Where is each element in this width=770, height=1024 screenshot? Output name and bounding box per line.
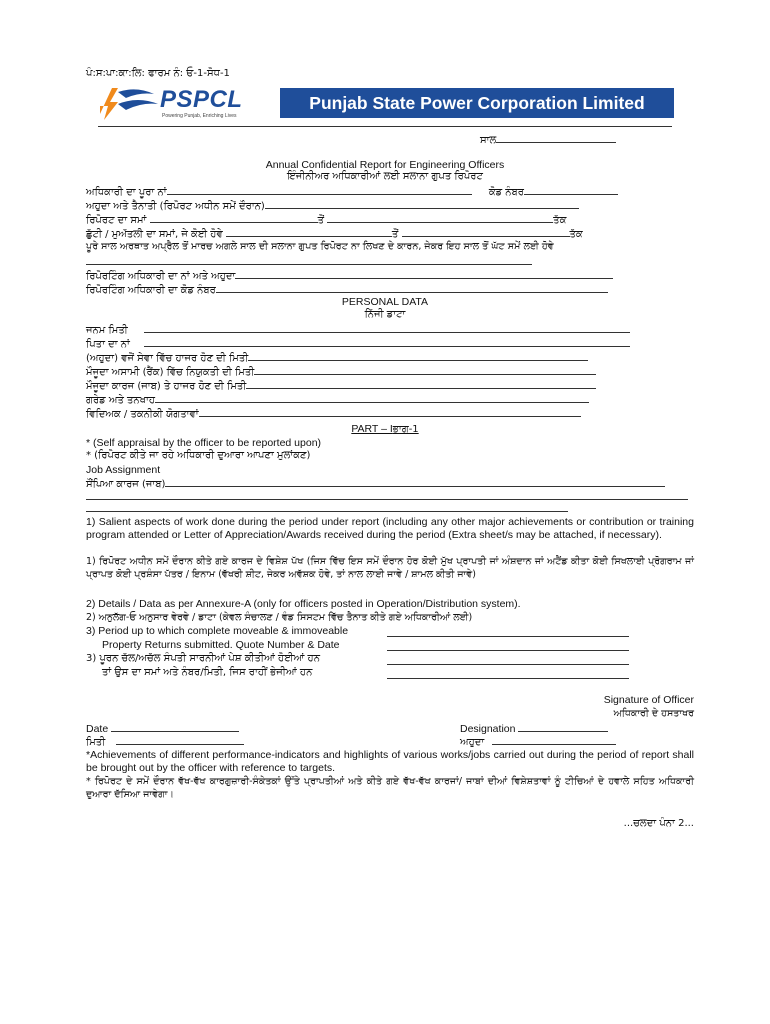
officer-name-field — [86, 185, 618, 199]
joining-date-input[interactable] — [248, 351, 588, 361]
designation-posting-input[interactable] — [265, 199, 579, 209]
current-job-field — [86, 379, 596, 393]
year-input[interactable] — [496, 133, 616, 143]
father-name-input[interactable] — [144, 337, 630, 347]
period-from-label: ਤੋਂ — [317, 215, 324, 226]
current-job-label: ਮੌਜੂਦਾ ਕਾਰਜ (ਜਾਬ) ਤੇ ਹਾਜਰ ਹੋਣ ਦੀ ਮਿਤੀ — [86, 381, 247, 392]
report-period-field — [86, 213, 566, 227]
joining-date-field — [86, 351, 588, 365]
self-appraisal-en: * (Self appraisal by the officer to be reported upon) — [86, 437, 322, 449]
title-english: Annual Confidential Report for Engineering Officers — [265, 159, 505, 171]
reporting-code-field — [86, 283, 608, 297]
date-label-en: Date — [86, 723, 109, 735]
year-label: ਸਾਲ — [480, 135, 497, 146]
form-code: ਪੰ:ਸ:ਪਾ:ਕਾ:ਲਿ: ਫਾਰਮ ਨੰ: ਓ-1-ਸੋਧ-1 — [86, 68, 230, 79]
reporting-officer-field — [86, 269, 613, 283]
item2-punjabi: 2) ਅਨੁਲੱਗ-ਓ ਅਨੁਸਾਰ ਵੇਰਵੇ / ਡਾਟਾ (ਕੇਵਲ ਸੰਚਾਲਣ / ਵੰਡ ਸਿਸਟਮ ਵਿੱਚ ਤੈਨਾਤ ਕੀਤੇ ਗਏ ਅਧਿਕਾਰੀਆਂ ਲਈ) — [86, 612, 473, 623]
report-period-label: ਰਿਪੋਰਟ ਦਾ ਸਮਾਂ — [86, 215, 147, 226]
dob-label: ਜਨਮ ਮਿਤੀ — [86, 325, 128, 336]
continued-note: ...ਚਲਦਾ ਪੰਨਾ 2... — [623, 818, 694, 829]
leave-period-field — [86, 227, 583, 241]
item3-input-3[interactable] — [387, 664, 629, 665]
period-to-label: ਤੱਕ — [553, 215, 567, 226]
job-assignment-field — [86, 477, 665, 491]
date-input-pa[interactable] — [116, 735, 244, 745]
rank-date-label: ਮੌਜੂਦਾ ਅਸਾਮੀ (ਰੈਂਕ) ਵਿੱਚ ਨਿਯੁਕਤੀ ਦੀ ਮਿਤੀ — [86, 367, 255, 378]
footnote-punjabi: * ਰਿਪੋਰਟ ਦੇ ਸਮੇਂ ਦੌਰਾਨ ਵੱਖ-ਵੱਖ ਕਾਰਗੁਜ਼ਾਰੀ-ਸੰਕੇਤਕਾਂ ਉੱਤੇ ਪ੍ਰਾਪਤੀਆਂ ਅਤੇ ਕੀਤੇ ਗਏ ਵੱਖ-ਵੱਖ ਕਾਰਜਾਂ/ ਜਾਬਾਂ ਦੀਆਂ ਵਿਸ਼ੇਸ਼ਤਾਵਾਂ ਨੂੰ ਟੀਚਿਆਂ ਦੇ ਹਵਾਲੇ ਸਹਿਤ ਅਧਿਕਾਰੀ ਦੁਆਰਾ ਦੱਸਿਆ ਜਾਵੇਗਾ। — [86, 776, 694, 800]
period-from-input[interactable] — [150, 213, 318, 223]
item1-punjabi: 1) ਰਿਪੋਰਟ ਅਧੀਨ ਸਮੇਂ ਦੌਰਾਨ ਕੀਤੇ ਗਏ ਕਾਰਜ ਦੇ ਵਿਸ਼ੇਸ਼ ਪੱਖ (ਜਿਸ ਵਿੱਚ ਇਸ ਸਮੇਂ ਦੌਰਾਨ ਹੋਰ ਕੋਈ ਮੁੱਖ ਪ੍ਰਾਪਤੀ ਜਾਂ ਅੰਸ਼ਦਾਨ ਜਾਂ ਅਟੈਂਡ ਕੀਤਾ ਕੋਈ ਸਿਖਲਾਈ ਪ੍ਰੋਗਰਾਮ ਜਾਂ ਪ੍ਰਾਪਤ ਕੋਈ ਪ੍ਰਸ਼ੰਸਾ ਪੱਤਰ / ਇਨਾਮ (ਵੱਖਰੀ ਸ਼ੀਟ, ਜੇਕਰ ਅਵੱਸ਼ਕ ਹੋਵੇ, ਤਾਂ ਨਾਲ ਲਾਈ ਜਾਵੇ / ਸ਼ਾਮਲ ਕੀਤੀ ਜਾਵੇ) — [86, 556, 694, 580]
leave-to-label: ਤੱਕ — [569, 229, 583, 240]
date-input[interactable] — [111, 722, 239, 732]
designation-label-pa: ਅਹੁਦਾ — [460, 737, 485, 748]
leave-to-input[interactable] — [402, 227, 570, 237]
item3-punjabi-a: 3) ਪੂਰਨ ਚੱਲ/ਅਚੱਲ ਸੰਪਤੀ ਸਾਰਨੀਆਂ ਪੇਸ਼ ਕੀਤੀਆਂ ਹੋਈਆਂ ਹਨ — [86, 653, 320, 664]
leave-period-label: ਛੁੱਟੀ / ਮੁਅੱਤਲੀ ਦਾ ਸਮਾਂ, ਜੇ ਕੋਈ ਹੋਵੇ — [86, 229, 223, 240]
rank-date-input[interactable] — [254, 365, 596, 375]
reporting-code-input[interactable] — [216, 283, 608, 293]
logo-abbr: PSPCL — [160, 86, 243, 113]
designation-field-en — [460, 722, 608, 735]
part1-heading-en: PART – I — [351, 423, 393, 435]
signature-pa: ਅਧਿਕਾਰੀ ਦੇ ਹਸਤਾਖਰ — [613, 708, 694, 719]
reporting-officer-label: ਰਿਪੋਰਟਿੰਗ ਅਧਿਕਾਰੀ ਦਾ ਨਾਂ ਅਤੇ ਅਹੁਦਾ — [86, 271, 236, 282]
self-appraisal-pa: * (ਰਿਪੋਰਟ ਕੀਤੇ ਜਾ ਰਹੇ ਅਧਿਕਾਰੀ ਦੁਆਰਾ ਆਪਣਾ ਮੁਲਾਂਕਣ) — [86, 450, 311, 461]
pspcl-logo-banner — [96, 84, 674, 122]
logo-tagline: Powering Punjab, Enriching Lives — [162, 113, 237, 119]
designation-input-pa[interactable] — [492, 735, 616, 745]
item2-english: 2) Details / Data as per Annexure-A (only for officers posted in Operation/Distribution system). — [86, 598, 521, 610]
item3-input-2[interactable] — [387, 650, 629, 651]
officer-name-label: ਅਧਿਕਾਰੀ ਦਾ ਪੂਰਾ ਨਾਂ — [86, 187, 167, 198]
personal-data-heading: PERSONAL DATA — [341, 296, 429, 308]
date-field-pa — [86, 735, 244, 749]
designation-posting-label: ਅਹੁਦਾ ਅਤੇ ਤੈਨਾਤੀ (ਰਿਪੋਰਟ ਅਧੀਨ ਸਮੇਂ ਦੌਰਾਨ) — [86, 201, 265, 212]
dob-input[interactable] — [144, 323, 630, 333]
job-assignment-line-2[interactable] — [86, 499, 688, 500]
rank-date-field — [86, 365, 596, 379]
item3-english-b: Property Returns submitted. Quote Number & Date — [102, 639, 340, 651]
title-punjabi: ਇੰਜੀਨੀਅਰ ਅਧਿਕਾਰੀਆਂ ਲਈ ਸਲਾਨਾ ਗੁਪਤ ਰਿਪੋਰਟ — [287, 171, 483, 182]
personal-data-heading-punjabi: ਨਿੱਜੀ ਡਾਟਾ — [364, 309, 406, 320]
footnote-english: *Achievements of different performance-indicators and highlights of various works/jobs carried out during the period of report shall be brought out by the officer with reference to targets. — [86, 749, 694, 774]
header-rule — [98, 126, 672, 127]
item1-english: 1) Salient aspects of work done during the period under report (including any other major achievements or contribution or training program attended or Letter of Appreciation/Awards received during the period (Extra sheet/s may be attached, if necessary). — [86, 516, 694, 541]
grade-field — [86, 393, 589, 407]
job-assignment-label-en: Job Assignment — [86, 464, 161, 476]
item3-input-4[interactable] — [387, 678, 629, 679]
signature-en: Signature of Officer — [603, 694, 694, 706]
date-field-en — [86, 722, 239, 735]
grade-input[interactable] — [155, 393, 589, 403]
designation-field-pa — [460, 735, 616, 749]
dob-field — [86, 323, 630, 337]
period-to-input[interactable] — [327, 213, 553, 223]
year-field — [480, 133, 616, 147]
officer-name-input[interactable] — [167, 185, 472, 195]
code-no-input[interactable] — [524, 185, 618, 195]
logo-company-name: Punjab State Power Corporation Limited — [309, 93, 645, 113]
qualifications-input[interactable] — [199, 407, 581, 417]
date-label-pa: ਮਿਤੀ — [86, 737, 106, 748]
part1-heading — [0, 423, 770, 436]
designation-input[interactable] — [518, 722, 608, 732]
reporting-code-label: ਰਿਪੋਰਟਿੰਗ ਅਧਿਕਾਰੀ ਦਾ ਕੋਡ ਨੰਬਰ — [86, 285, 216, 296]
code-no-label: ਕੋਡ ਨੰਬਰ — [488, 187, 525, 198]
reason-input[interactable] — [86, 264, 532, 265]
job-assignment-line-3[interactable] — [86, 511, 568, 512]
job-assignment-input[interactable] — [165, 477, 665, 487]
designation-label-en: Designation — [460, 723, 516, 735]
qualifications-field — [86, 407, 581, 421]
job-assignment-label-pa: ਸੌਂਪਿਆ ਕਾਰਜ (ਜਾਬ) — [86, 479, 166, 490]
father-name-field — [86, 337, 630, 351]
grade-label: ਗਰੇਡ ਅਤੇ ਤਨਖਾਹ — [86, 395, 156, 406]
item3-punjabi-b: ਤਾਂ ਉਸ ਦਾ ਸਮਾਂ ਅਤੇ ਨੰਬਰ/ਮਿਤੀ, ਜਿਸ ਰਾਹੀਂ ਭੇਜੀਆਂ ਹਨ — [102, 667, 313, 678]
part1-heading-pa: ਭਾਗ-1 — [392, 424, 419, 435]
leave-from-input[interactable] — [226, 227, 392, 237]
reporting-officer-input[interactable] — [235, 269, 613, 279]
designation-posting-field — [86, 199, 579, 213]
reason-label: ਪੂਰੇ ਸਾਲ ਅਰਥਾਤ ਅਪ੍ਰੈਲ ਤੋਂ ਮਾਰਚ ਅਗਲੇ ਸਾਲ ਦੀ ਸਲਾਨਾ ਗੁਪਤ ਰਿਪੋਰਟ ਨਾ ਲਿਖਣ ਦੇ ਕਾਰਨ, ਜੇਕਰ ਇਹ ਸਾਲ ਤੋਂ ਘੱਟ ਸਮੇਂ ਲਈ ਹੋਵੇ — [86, 241, 554, 252]
item3-input-1[interactable] — [387, 636, 629, 637]
item3-english-a: 3) Period up to which complete moveable & immoveable — [86, 625, 349, 637]
qualifications-label: ਵਿਦਿਅਕ / ਤਕਨੀਕੀ ਯੋਗਤਾਵਾਂ — [86, 409, 199, 420]
leave-from-label: ਤੋਂ — [391, 229, 399, 240]
joining-date-label: (ਅਹੁਦਾ) ਵਜੋਂ ਸੇਵਾ ਵਿੱਚ ਹਾਜਰ ਹੋਣ ਦੀ ਮਿਤੀ — [86, 353, 249, 364]
current-job-input[interactable] — [246, 379, 596, 389]
father-name-label: ਪਿਤਾ ਦਾ ਨਾਂ — [86, 339, 130, 350]
